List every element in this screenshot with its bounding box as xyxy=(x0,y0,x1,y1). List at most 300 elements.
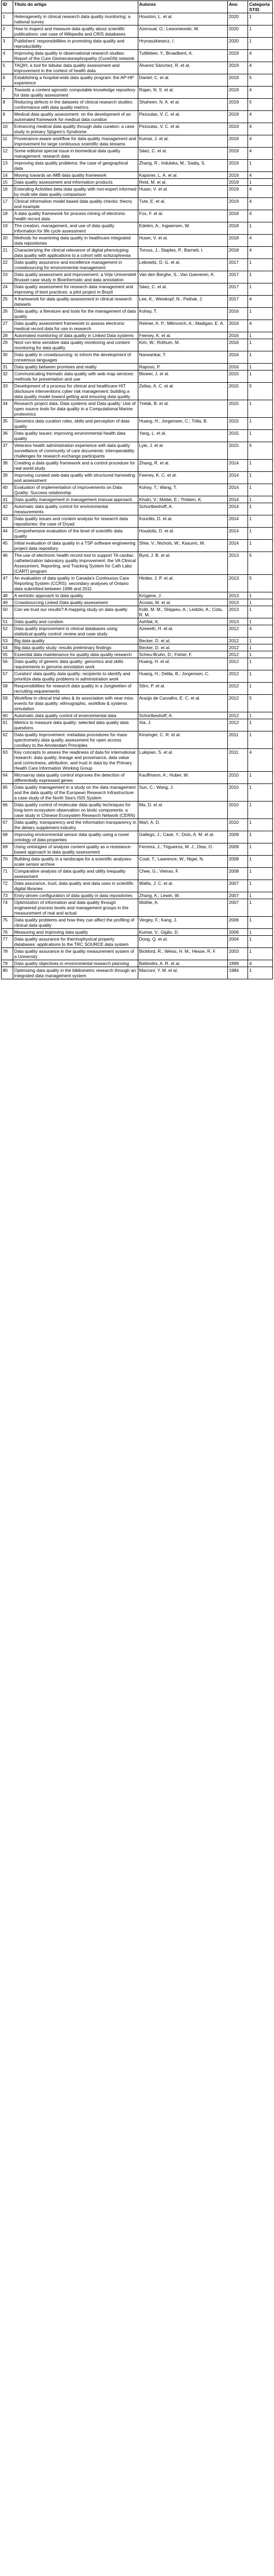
table-row xyxy=(2,179,273,186)
table-row xyxy=(2,731,273,749)
cell-id: 62 xyxy=(2,731,13,749)
cell-title: Improving curated web-data quality with structured harvesting and assessment xyxy=(13,472,138,484)
cell-year: 2014 xyxy=(227,515,248,528)
cell-year: 2012 xyxy=(227,637,248,644)
cell-category: 4 xyxy=(248,210,273,222)
table-row xyxy=(2,625,273,637)
cell-title: Data quality and curation xyxy=(13,618,138,625)
table-row xyxy=(2,135,273,148)
cell-year: 2012 xyxy=(227,712,248,719)
cell-title: Initial evaluation of data quality in a TSP software engineering project data repository xyxy=(13,540,138,552)
cell-title: Extending Activities beta data quality with non-expert informed by multi-site data quality comparison xyxy=(13,186,138,198)
cell-id: 45 xyxy=(2,540,13,552)
cell-year: 2014 xyxy=(227,528,248,540)
cell-category: 1 xyxy=(248,271,273,283)
cell-authors: Houston, L. et al. xyxy=(138,13,227,25)
cell-authors: Kumar, V.; Giglio, D. xyxy=(138,929,227,936)
header-id: ID xyxy=(2,1,13,13)
cell-title: Workflow in clinical trial sites & its association with near miss events for data quality: ethnographic, workflow & systems simulation xyxy=(13,695,138,712)
cell-authors: Kim, W.; Rothum, M. xyxy=(138,339,227,351)
table-row xyxy=(2,831,273,843)
cell-authors: Sáez, C. et al. xyxy=(138,283,227,296)
cell-title: Provenance-aware workflow for data quality management and improvement for large continuous scientific data streams xyxy=(13,135,138,148)
cell-category: 1 xyxy=(248,179,273,186)
cell-authors: Huser, V. et al. xyxy=(138,235,227,247)
cell-title: Data quality improvement in clinical databases using statistical quality control: review and case study xyxy=(13,625,138,637)
cell-year: 2012 xyxy=(227,651,248,658)
cell-authors: Daniel, C. et al. xyxy=(138,74,227,87)
cell-category: 1 xyxy=(248,460,273,472)
cell-category: 4 xyxy=(248,172,273,179)
table-row xyxy=(2,50,273,62)
cell-authors: Krügene, J. xyxy=(138,592,227,599)
table-row xyxy=(2,540,273,552)
cell-year: 2019 xyxy=(227,186,248,198)
cell-year: 2012 xyxy=(227,719,248,731)
cell-id: 50 xyxy=(2,606,13,618)
cell-id: 27 xyxy=(2,320,13,332)
table-row xyxy=(2,496,273,503)
cell-title: Characterizing the clinical relevance of digital phenotyping data quality with applications to a cohort with schizophrenia xyxy=(13,247,138,259)
cell-category: 1 xyxy=(248,658,273,670)
cell-id: 53 xyxy=(2,637,13,644)
cell-id: 60 xyxy=(2,712,13,719)
table-row xyxy=(2,528,273,540)
table-row xyxy=(2,670,273,683)
cell-title: Methods for examining data quality in healthcare integrated data repositories xyxy=(13,235,138,247)
cell-authors: Lebowitz, D. G. et al. xyxy=(138,259,227,271)
cell-title: Heterogeneity in clinical research data quality monitoring: a national survey xyxy=(13,13,138,25)
cell-title: Using ontologies of analysis content quality as a resistance-based approach to data quality assessment xyxy=(13,843,138,856)
table-row xyxy=(2,899,273,917)
cell-id: 21 xyxy=(2,247,13,259)
cell-authors: Shaheen, N. A. et al. xyxy=(138,99,227,111)
cell-title: A semiotic approach to data quality xyxy=(13,592,138,599)
cell-title: Measuring and improving data quality xyxy=(13,929,138,936)
cell-year: 2014 xyxy=(227,472,248,484)
cell-category: 1 xyxy=(248,967,273,979)
cell-category: 1 xyxy=(248,515,273,528)
cell-id: 34 xyxy=(2,400,13,418)
header-title: Título do artigo xyxy=(13,1,138,13)
cell-authors: Sun, C.; Wang, J. xyxy=(138,784,227,802)
table-row xyxy=(2,658,273,670)
cell-category: 1 xyxy=(248,644,273,651)
cell-category: 4 xyxy=(248,198,273,210)
cell-authors: Zhang, A.; Lewin, W. xyxy=(138,892,227,899)
table-row xyxy=(2,719,273,731)
cell-id: 69 xyxy=(2,843,13,856)
cell-category: 1 xyxy=(248,651,273,658)
cell-title: Comprehensive evaluation of the level of scientific data quality xyxy=(13,528,138,540)
table-row xyxy=(2,210,273,222)
cell-category: 1 xyxy=(248,731,273,749)
cell-title: Data quality assurance for thermophysical property databases: applications to the TRC SOURCE data system xyxy=(13,936,138,948)
cell-year: 2014 xyxy=(227,460,248,472)
cell-id: 78 xyxy=(2,948,13,960)
cell-title: Medical data quality assessment: on the development of an automated framework for medical data curation xyxy=(13,111,138,123)
cell-id: 38 xyxy=(2,460,13,472)
cell-category: 1 xyxy=(248,712,273,719)
cell-id: 61 xyxy=(2,719,13,731)
cell-category: 1 xyxy=(248,484,273,496)
cell-authors: Costi, T.; Lawrence, W.; Nigel, N. xyxy=(138,856,227,868)
cell-year: 2012 xyxy=(227,670,248,683)
cell-title: Towards a content agnostic computable knowledge repository for data quality assessment xyxy=(13,87,138,99)
cell-year: 2016 xyxy=(227,351,248,364)
table-row xyxy=(2,552,273,575)
cell-category: 5 xyxy=(248,99,273,111)
table-header xyxy=(2,1,273,13)
cell-authors: Kinsinger, C. R. et al. xyxy=(138,731,227,749)
cell-category: 4 xyxy=(248,296,273,308)
cell-title: Essential data maintenance for quality data quality research xyxy=(13,651,138,658)
table-row xyxy=(2,644,273,651)
cell-category: 5 xyxy=(248,383,273,400)
cell-title: How to inspect and measure data quality about scientific publications: use case of Wikipedia and CRIS databases xyxy=(13,25,138,38)
cell-title: Improving data quality in observational research studies: Report of the Cure Glomerulonephropathy (CureGN) network xyxy=(13,50,138,62)
cell-category: 1 xyxy=(248,160,273,172)
cell-category: 1 xyxy=(248,606,273,618)
cell-category: 1 xyxy=(248,339,273,351)
cell-year: 2014 xyxy=(227,503,248,515)
cell-authors: Azeeeth, H. et al. xyxy=(138,625,227,637)
cell-category: 4 xyxy=(248,625,273,637)
cell-authors: Chee, G.; Vieirao, F. xyxy=(138,868,227,880)
cell-category: 1 xyxy=(248,592,273,599)
cell-id: 48 xyxy=(2,592,13,599)
cell-authors: Rajan, N. S. et al. xyxy=(138,87,227,99)
cell-year: 2019 xyxy=(227,99,248,111)
cell-year: 2018 xyxy=(227,222,248,235)
cell-id: 33 xyxy=(2,383,13,400)
cell-id: 5 xyxy=(2,62,13,74)
cell-year: 2013 xyxy=(227,592,248,599)
cell-category: 4 xyxy=(248,123,273,135)
table-row xyxy=(2,259,273,271)
cell-title: Data quality issues: improving environmental health data quality xyxy=(13,430,138,442)
cell-category: 4 xyxy=(248,186,273,198)
table-row xyxy=(2,172,273,179)
cell-category: 4 xyxy=(248,135,273,148)
cell-year: 2010 xyxy=(227,784,248,802)
cell-authors: Mart, A. D. xyxy=(138,819,227,831)
cell-title: Automatic data quality control of environmental data xyxy=(13,712,138,719)
table-row xyxy=(2,339,273,351)
table-body xyxy=(2,13,273,979)
cell-authors: Becker, D. et al. xyxy=(138,637,227,644)
cell-id: 15 xyxy=(2,179,13,186)
cell-year: 2013 xyxy=(227,606,248,618)
cell-year: 2015 xyxy=(227,430,248,442)
cell-id: 39 xyxy=(2,472,13,484)
cell-title: Next run-time sensitive data quality monitoring and content monitoring for data quality xyxy=(13,339,138,351)
cell-authors: Houdolis, D. et al. xyxy=(138,528,227,540)
cell-title: Crowdsourcing Linked Data quality assessment xyxy=(13,599,138,606)
cell-title: Automated monitoring of data quality in Linked Data systems xyxy=(13,332,138,339)
cell-title: Optimization of information and data quality through engineered process levels and management groups in the measurement of real and actual xyxy=(13,899,138,917)
cell-title: Data quality management in management manual approach xyxy=(13,496,138,503)
table-row xyxy=(2,87,273,99)
cell-year: 2007 xyxy=(227,899,248,917)
cell-authors: Pezoulas, V. C. et al. xyxy=(138,111,227,123)
table-row xyxy=(2,599,273,606)
cell-year: 2019 xyxy=(227,179,248,186)
cell-year: 2015 xyxy=(227,371,248,383)
cell-year: 2012 xyxy=(227,644,248,651)
cell-title: Data quality in crowdsourcing: to inform the development of consensus languages xyxy=(13,351,138,364)
cell-id: 35 xyxy=(2,418,13,430)
cell-category: 4 xyxy=(248,749,273,772)
cell-year: 2015 xyxy=(227,400,248,418)
cell-authors: Kohay, T.; Wang, T. xyxy=(138,484,227,496)
cell-title: Research project data, Data systems and Data quality: Use of open source tools for data quality in a Computational Marine proteomics xyxy=(13,400,138,418)
cell-authors: Marconi, Y. M. et al. xyxy=(138,967,227,979)
table-row xyxy=(2,503,273,515)
cell-authors: Sáez, C. et al. xyxy=(138,148,227,160)
table-row xyxy=(2,99,273,111)
cell-authors: Kolb, M. M.; Shippeu, A.; Ledizlo, A.; Cota, R. M. xyxy=(138,606,227,618)
cell-id: 56 xyxy=(2,658,13,670)
cell-authors: Huang, H. et al. xyxy=(138,658,227,670)
cell-category: 4 xyxy=(248,148,273,160)
cell-id: 37 xyxy=(2,442,13,460)
cell-title: Comparative analysis of data quality and utility inequality assessment xyxy=(13,868,138,880)
cell-title: Data quality assessment framework to assess electronic medical record data for use in research xyxy=(13,320,138,332)
cell-year: 2016 xyxy=(227,320,248,332)
cell-authors: Huser, V. et al. xyxy=(138,186,227,198)
cell-id: 18 xyxy=(2,210,13,222)
cell-year: 2008 xyxy=(227,868,248,880)
cell-year: 2010 xyxy=(227,819,248,831)
cell-year: 2016 xyxy=(227,332,248,339)
cell-id: 11 xyxy=(2,135,13,148)
cell-year: 2010 xyxy=(227,772,248,784)
cell-year: 2017 xyxy=(227,271,248,283)
cell-authors: Huang, H.; Jorgensen, C.; Trilla, B. xyxy=(138,418,227,430)
cell-title: Data quality, a literature and tools for the management of data quality xyxy=(13,308,138,320)
cell-year: 2013 xyxy=(227,618,248,625)
cell-id: 14 xyxy=(2,172,13,179)
cell-id: 26 xyxy=(2,308,13,320)
cell-authors: Edelen, A.; Ingwersen, W. xyxy=(138,222,227,235)
cell-title: Responsibilities for research data quality in a Jungleetten of recruiting requirements xyxy=(13,683,138,695)
cell-category: 1 xyxy=(248,13,273,25)
cell-title: Automatic data quality control for environmental measurements xyxy=(13,503,138,515)
cell-authors: Azeroual, O.; Lewoniewski, W. xyxy=(138,25,227,38)
table-row xyxy=(2,148,273,160)
cell-title: Data quality objectives in environmental research planning xyxy=(13,960,138,967)
cell-title: Veterans health administration experience with data quality surveillance of community of care documents: interoperability challenges for research exchange participants xyxy=(13,442,138,460)
cell-year: 2019 xyxy=(227,50,248,62)
cell-year: 2006 xyxy=(227,929,248,936)
cell-category: 1 xyxy=(248,831,273,843)
cell-title: Data quality assurance in the quality measurement system of a University xyxy=(13,948,138,960)
cell-category: 5 xyxy=(248,442,273,460)
cell-category: 4 xyxy=(248,960,273,967)
header-row xyxy=(2,1,273,13)
cell-title: A data quality framework for process mining of electronic health record data xyxy=(13,210,138,222)
cell-category: 1 xyxy=(248,784,273,802)
cell-id: 19 xyxy=(2,222,13,235)
table-row xyxy=(2,13,273,25)
cell-id: 74 xyxy=(2,899,13,917)
table-row xyxy=(2,351,273,364)
cell-authors: Wallis, J. C. et al. xyxy=(138,880,227,892)
cell-authors: Gallego, J.; Casé, Y.; Dolo, A. M. et al. xyxy=(138,831,227,843)
cell-title: Entry-driven configuration of data quality in data repositories xyxy=(13,892,138,899)
cell-title: Data quality control of molecular data quality techniques for long-term ecosystem observation on biotic components: a case study in Chinese Ecosystem Research Network (CERN) xyxy=(13,802,138,819)
cell-year: 2014 xyxy=(227,484,248,496)
cell-id: 76 xyxy=(2,929,13,936)
cell-category: 1 xyxy=(248,880,273,892)
cell-id: 28 xyxy=(2,332,13,339)
table-row xyxy=(2,222,273,235)
cell-title: Data quality problems and how they can affect the profiling of clinical data quality xyxy=(13,917,138,929)
cell-authors: Zellas, A. C. et al. xyxy=(138,383,227,400)
cell-title: Reducing defects in the datasets of clinical research studies: conformance with data quality metrics xyxy=(13,99,138,111)
cell-category: 1 xyxy=(248,929,273,936)
cell-id: 4 xyxy=(2,50,13,62)
cell-year: 2007 xyxy=(227,880,248,892)
cell-title: Some editorial special issue in biomedical data quality management: research data xyxy=(13,148,138,160)
table-row xyxy=(2,283,273,296)
cell-id: 75 xyxy=(2,917,13,929)
cell-authors: Araújo de Carvalho, E. C. et al. xyxy=(138,695,227,712)
table-row xyxy=(2,400,273,418)
cell-authors: Xia, J. xyxy=(138,719,227,731)
cell-category: 1 xyxy=(248,719,273,731)
cell-authors: Shiw, V.; Nichols, W.; Kasunic, M. xyxy=(138,540,227,552)
cell-year: 2013 xyxy=(227,599,248,606)
cell-year: 2019 xyxy=(227,135,248,148)
cell-authors: Acosta, M. et al. xyxy=(138,599,227,606)
cell-year: 2019 xyxy=(227,62,248,74)
cell-year: 2015 xyxy=(227,418,248,430)
cell-authors: Hrynaszkiewicz, I. xyxy=(138,38,227,50)
cell-authors: Schortbeshoff, A. xyxy=(138,503,227,515)
cell-title: Evaluation of implementation of improvements on Data Quality: Success relationship xyxy=(13,484,138,496)
cell-id: 72 xyxy=(2,880,13,892)
cell-category: 1 xyxy=(248,868,273,880)
cell-year: 2013 xyxy=(227,552,248,575)
cell-year: 2018 xyxy=(227,235,248,247)
cell-authors: Huang, H.; Delila, B.; Jorgensen, C. xyxy=(138,670,227,683)
cell-year: 2016 xyxy=(227,339,248,351)
table-row xyxy=(2,38,273,50)
cell-authors: Torous, J.; Staples, P.; Barnett, I. xyxy=(138,247,227,259)
table-row xyxy=(2,618,273,625)
cell-title: Moving towards an IMB data quality framework xyxy=(13,172,138,179)
cell-authors: Zhang, R. et al. xyxy=(138,460,227,472)
cell-id: 7 xyxy=(2,87,13,99)
cell-authors: Álvarez Sánchez, R. et al. xyxy=(138,62,227,74)
table-row xyxy=(2,123,273,135)
table-row xyxy=(2,651,273,658)
cell-category: 4 xyxy=(248,111,273,123)
table-row xyxy=(2,371,273,383)
cell-authors: Kohay, T. xyxy=(138,308,227,320)
cell-category: 1 xyxy=(248,259,273,271)
cell-year: 1999 xyxy=(227,960,248,967)
cell-authors: Reimer, A. P.; Milinovich, A.; Madigan, E. A. xyxy=(138,320,227,332)
cell-title: The use of electronic health record tool to support TA cardiac catheterization laboratory quality improvement: the VA Clinical Assessment, Reporting, and Tracking System for Cath Labs (CART) program xyxy=(13,552,138,575)
cell-id: 31 xyxy=(2,364,13,371)
cell-authors: Tuttlebee, Y.; Broadbent, A. xyxy=(138,50,227,62)
cell-id: 12 xyxy=(2,148,13,160)
cell-authors: Trelák, B. et al. xyxy=(138,400,227,418)
cell-id: 43 xyxy=(2,515,13,528)
cell-authors: Stirn, P. et al. xyxy=(138,683,227,695)
cell-title: TAQIH, a tool for tabular data quality assessment and improvement in the context of health data xyxy=(13,62,138,74)
cell-id: 17 xyxy=(2,198,13,210)
table-row xyxy=(2,960,273,967)
cell-title: Communicating thematic data quality with web map services: methods for presentation and use xyxy=(13,371,138,383)
table-row xyxy=(2,948,273,960)
cell-id: 66 xyxy=(2,802,13,819)
cell-year: 2015 xyxy=(227,383,248,400)
cell-title: Big data quality xyxy=(13,637,138,644)
cell-year: 2016 xyxy=(227,308,248,320)
cell-id: 10 xyxy=(2,123,13,135)
cell-year: 2020 xyxy=(227,25,248,38)
cell-title: Data quality between promises and reality xyxy=(13,364,138,371)
table-row xyxy=(2,819,273,831)
cell-id: 54 xyxy=(2,644,13,651)
articles-table xyxy=(1,1,273,979)
table-row xyxy=(2,967,273,979)
cell-year: 2009 xyxy=(227,843,248,856)
header-category: Categoria ST/D xyxy=(248,1,273,13)
cell-title: Curators' data quality data quality: recipients to identify and prioritize data quality problems in administration work xyxy=(13,670,138,683)
cell-category: 1 xyxy=(248,843,273,856)
table-row xyxy=(2,186,273,198)
cell-title: Data quality of generic data quality: genomics and skills requirements in genome annotation work xyxy=(13,658,138,670)
table-row xyxy=(2,484,273,496)
table-row xyxy=(2,460,273,472)
cell-id: 42 xyxy=(2,503,13,515)
table-row xyxy=(2,418,273,430)
cell-title: Genomics data curation roles, skills and perception of data quality xyxy=(13,418,138,430)
cell-id: 47 xyxy=(2,575,13,592)
cell-category: 4 xyxy=(248,50,273,62)
cell-category: 1 xyxy=(248,472,273,484)
cell-id: 30 xyxy=(2,351,13,364)
table-row xyxy=(2,606,273,618)
table-row xyxy=(2,868,273,880)
cell-id: 8 xyxy=(2,99,13,111)
cell-category: 1 xyxy=(248,772,273,784)
cell-category: 5 xyxy=(248,552,273,575)
cell-category: 1 xyxy=(248,222,273,235)
cell-id: 71 xyxy=(2,868,13,880)
cell-category: 1 xyxy=(248,430,273,442)
cell-id: 51 xyxy=(2,618,13,625)
cell-category: 1 xyxy=(248,332,273,339)
cell-year: 2009 xyxy=(227,831,248,843)
cell-year: 2012 xyxy=(227,683,248,695)
cell-category: 1 xyxy=(248,856,273,868)
table-row xyxy=(2,936,273,948)
cell-year: 2012 xyxy=(227,625,248,637)
cell-year: 2006 xyxy=(227,917,248,929)
cell-year: 2015 xyxy=(227,442,248,460)
cell-year: 2016 xyxy=(227,364,248,371)
table-row xyxy=(2,74,273,87)
cell-category: 5 xyxy=(248,695,273,712)
table-row xyxy=(2,772,273,784)
cell-title: Data quality issues and content analysis for research data repositories: the case of Dryad xyxy=(13,515,138,528)
